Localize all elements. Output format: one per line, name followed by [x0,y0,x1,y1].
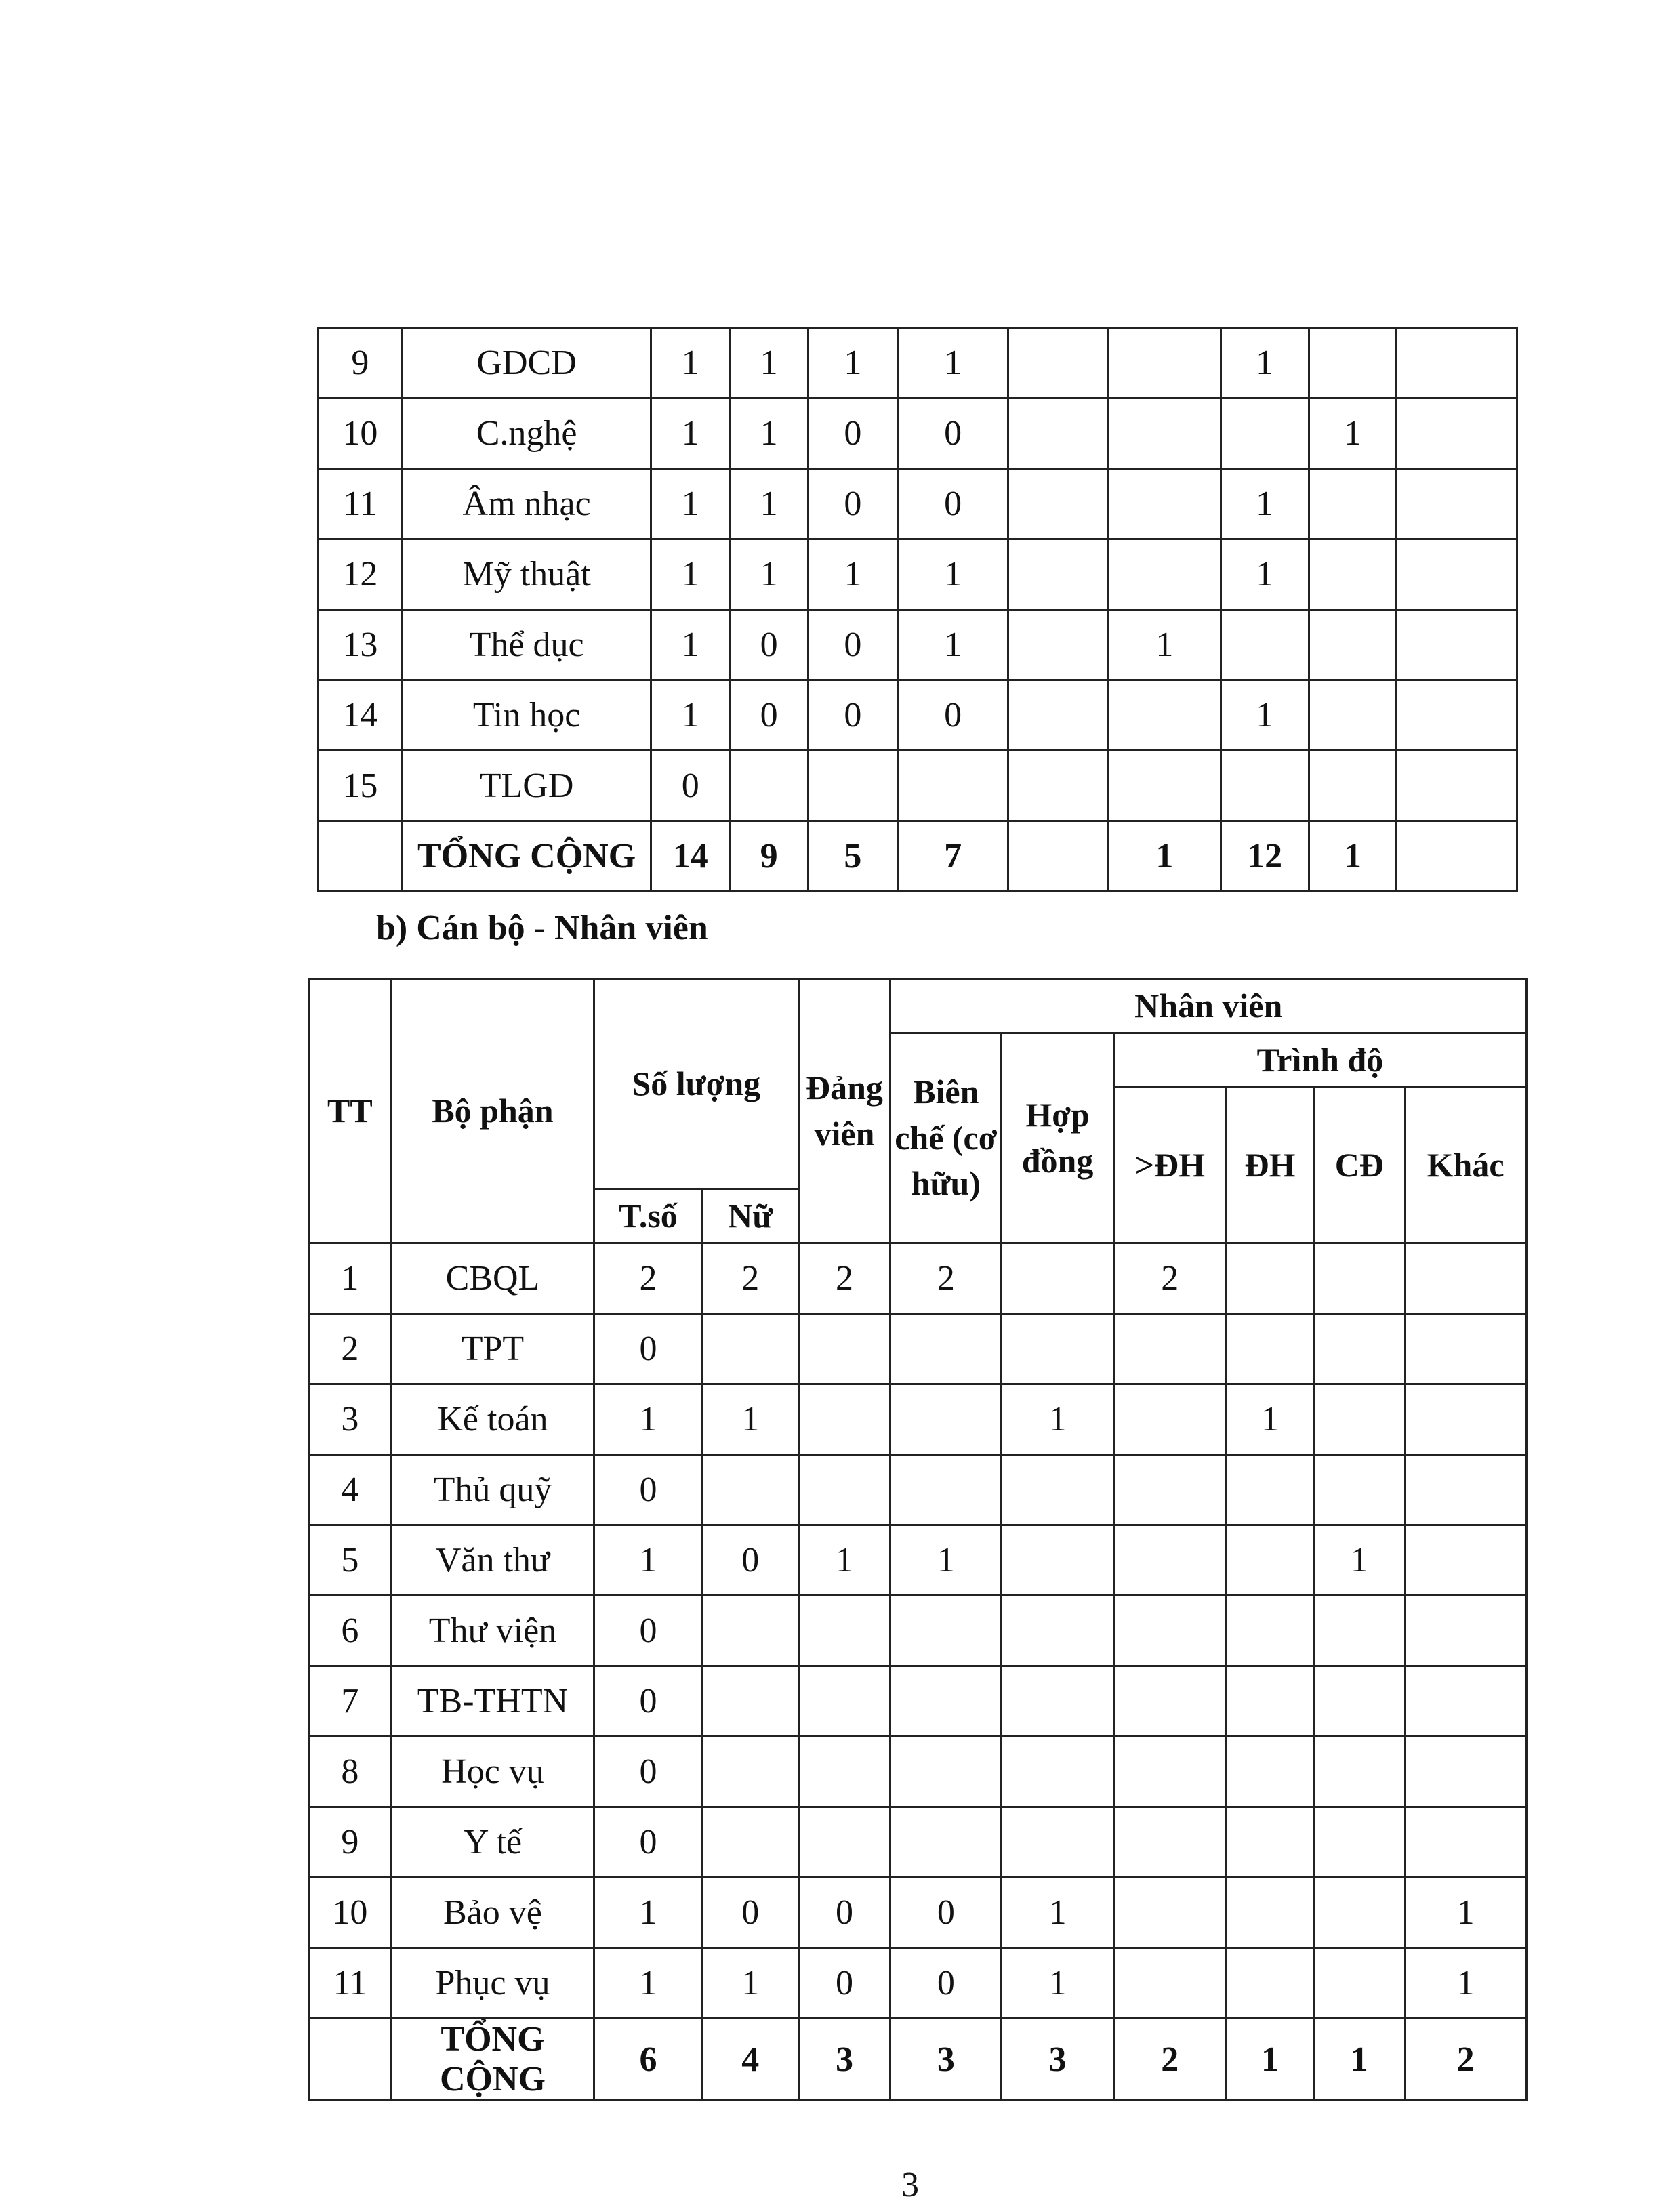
value-cell [890,1737,1002,1807]
value-cell: 1 [651,328,730,398]
row-number-cell: 14 [319,680,403,751]
value-cell [1109,328,1221,398]
value-cell [1113,1455,1226,1525]
value-cell [1405,1384,1527,1455]
value-cell: 0 [808,610,897,680]
row-label-cell: GDCD [402,328,651,398]
value-cell: 1 [798,1525,890,1596]
row-number-cell: 10 [319,398,403,469]
value-cell: 1 [651,680,730,751]
row-label-cell: Phục vụ [391,1948,594,2019]
value-cell [890,1384,1002,1455]
table-row [319,398,1517,469]
value-cell [1226,1737,1314,1807]
row-number-cell: 11 [319,469,403,539]
value-cell [1314,1666,1405,1737]
value-cell: 9 [730,821,808,892]
value-cell [1405,1737,1527,1807]
value-cell: 7 [897,821,1008,892]
value-cell: 1 [1109,610,1221,680]
value-cell [1002,1455,1114,1525]
value-cell [1002,1314,1114,1384]
header-nhan-vien: Nhân viên [890,979,1527,1033]
row-number-cell: 6 [309,1596,392,1666]
value-cell [1226,1243,1314,1314]
value-cell [1226,1596,1314,1666]
value-cell [1008,821,1109,892]
value-cell: 0 [594,1455,703,1525]
row-label-cell: Tin học [402,680,651,751]
value-cell [1002,1243,1114,1314]
value-cell [890,1596,1002,1666]
value-cell [1397,610,1517,680]
value-cell: 1 [1002,1948,1114,2019]
value-cell [1113,1384,1226,1455]
header-hop-dong: Hợp đồng [1002,1033,1114,1243]
value-cell: 1 [594,1878,703,1948]
value-cell [1002,1596,1114,1666]
value-cell: 1 [1226,1384,1314,1455]
table-row [309,1596,1527,1666]
row-number-cell: 12 [319,539,403,610]
value-cell [1405,1243,1527,1314]
value-cell [702,1737,798,1807]
value-cell: 1 [890,1525,1002,1596]
value-cell [1314,1314,1405,1384]
value-cell: 1 [730,328,808,398]
value-cell: 1 [702,1948,798,2019]
row-number-cell: 3 [309,1384,392,1455]
value-cell: 1 [808,539,897,610]
row-number-cell: 15 [319,751,403,821]
value-cell: 1 [594,1525,703,1596]
header-so-luong: Số lượng [594,979,798,1189]
row-label-cell: Y tế [391,1807,594,1878]
table-row [319,610,1517,680]
value-cell [1113,1525,1226,1596]
value-cell [1008,680,1109,751]
value-cell [1221,610,1309,680]
value-cell: 0 [594,1314,703,1384]
value-cell [702,1455,798,1525]
value-cell [1109,751,1221,821]
row-label-cell: Thư viện [391,1596,594,1666]
value-cell [890,1455,1002,1525]
header-dh: ĐH [1226,1088,1314,1243]
row-label-cell: Kế toán [391,1384,594,1455]
value-cell [1405,1596,1527,1666]
value-cell: 1 [651,610,730,680]
row-label-cell: CBQL [391,1243,594,1314]
value-cell: 1 [651,539,730,610]
value-cell [702,1596,798,1666]
table-row [309,1666,1527,1737]
value-cell [1002,1807,1114,1878]
table-row [319,539,1517,610]
value-cell: 1 [897,539,1008,610]
value-cell: 2 [594,1243,703,1314]
table-row [309,1807,1527,1878]
value-cell: 0 [897,680,1008,751]
value-cell: 1 [1309,398,1397,469]
value-cell [798,1666,890,1737]
value-cell [1309,539,1397,610]
value-cell [1397,539,1517,610]
value-cell [1008,398,1109,469]
value-cell [1113,1878,1226,1948]
value-cell [1109,539,1221,610]
value-cell [1226,1807,1314,1878]
value-cell [702,1807,798,1878]
value-cell [1109,469,1221,539]
value-cell: 1 [1221,680,1309,751]
teacher-table [317,327,1518,892]
value-cell: 2 [702,1243,798,1314]
row-label-cell: Học vụ [391,1737,594,1807]
value-cell [1008,539,1109,610]
value-cell: 3 [890,2019,1002,2101]
value-cell: 1 [1109,821,1221,892]
value-cell: 0 [702,1878,798,1948]
value-cell [808,751,897,821]
header-tso: T.số [594,1189,703,1243]
value-cell: 0 [897,398,1008,469]
table-row [309,1384,1527,1455]
value-cell [1226,1948,1314,2019]
value-cell [1109,398,1221,469]
header-trinh-do: Trình độ [1113,1033,1526,1088]
value-cell: 0 [594,1807,703,1878]
value-cell [1314,1948,1405,2019]
value-cell [1002,1737,1114,1807]
value-cell [730,751,808,821]
value-cell: 1 [730,539,808,610]
header-cd: CĐ [1314,1088,1405,1243]
value-cell [1314,1737,1405,1807]
value-cell: 12 [1221,821,1309,892]
value-cell: 1 [1221,469,1309,539]
header-dang-vien: Đảng viên [798,979,890,1243]
row-number-cell: 4 [309,1455,392,1525]
value-cell: 1 [1314,1525,1405,1596]
value-cell: 5 [808,821,897,892]
table-row [319,469,1517,539]
page-number: 3 [901,2166,919,2204]
value-cell: 4 [702,2019,798,2101]
value-cell: 1 [702,1384,798,1455]
value-cell [890,1666,1002,1737]
value-cell [1008,751,1109,821]
value-cell [1109,680,1221,751]
value-cell [1226,1878,1314,1948]
value-cell [890,1314,1002,1384]
row-number-cell: 9 [309,1807,392,1878]
value-cell [897,751,1008,821]
value-cell [1397,680,1517,751]
table-row [309,1243,1527,1314]
value-cell [1397,821,1517,892]
value-cell [798,1807,890,1878]
row-number-cell [319,821,403,892]
header-tt: TT [309,979,392,1243]
table-row [309,1314,1527,1384]
value-cell: 1 [651,398,730,469]
value-cell: 1 [1221,539,1309,610]
value-cell [1002,1666,1114,1737]
value-cell [1397,328,1517,398]
value-cell: 3 [1002,2019,1114,2101]
row-label-cell: TB-THTN [391,1666,594,1737]
value-cell [798,1737,890,1807]
value-cell [1314,1243,1405,1314]
value-cell [1405,1807,1527,1878]
row-label-cell: Thể dục [402,610,651,680]
value-cell [1314,1384,1405,1455]
value-cell [702,1666,798,1737]
value-cell: 1 [897,328,1008,398]
value-cell [1008,610,1109,680]
value-cell: 1 [594,1384,703,1455]
value-cell: 0 [808,469,897,539]
value-cell [1314,1596,1405,1666]
table-row [319,751,1517,821]
value-cell [1226,1525,1314,1596]
value-cell: 1 [1405,1878,1527,1948]
value-cell [1405,1455,1527,1525]
value-cell [1314,1455,1405,1525]
value-cell: 3 [798,2019,890,2101]
value-cell [1113,1807,1226,1878]
value-cell: 0 [594,1737,703,1807]
row-label-cell: Thủ quỹ [391,1455,594,1525]
table-row [309,1878,1527,1948]
value-cell [1008,328,1109,398]
value-cell [1309,751,1397,821]
value-cell [1405,1666,1527,1737]
value-cell: 2 [1113,1243,1226,1314]
value-cell [1309,610,1397,680]
table-row [319,680,1517,751]
row-label-cell: C.nghệ [402,398,651,469]
table-row [309,1948,1527,2019]
total-row [319,821,1517,892]
value-cell [1309,680,1397,751]
value-cell: 6 [594,2019,703,2101]
value-cell [890,1807,1002,1878]
value-cell: 0 [594,1666,703,1737]
value-cell: 2 [798,1243,890,1314]
value-cell: 1 [1405,1948,1527,2019]
value-cell [1309,469,1397,539]
value-cell: 1 [897,610,1008,680]
table-row [319,328,1517,398]
value-cell [1226,1314,1314,1384]
row-number-cell: 9 [319,328,403,398]
value-cell [1113,1596,1226,1666]
row-number-cell: 1 [309,1243,392,1314]
value-cell [1397,398,1517,469]
value-cell: 0 [890,1948,1002,2019]
value-cell [1113,1666,1226,1737]
row-number-cell: 8 [309,1737,392,1807]
row-label-cell: TLGD [402,751,651,821]
row-label-cell: Âm nhạc [402,469,651,539]
value-cell [798,1384,890,1455]
value-cell [1314,1807,1405,1878]
row-label-cell: Văn thư [391,1525,594,1596]
row-number-cell: 13 [319,610,403,680]
value-cell: 0 [798,1948,890,2019]
header-khac: Khác [1405,1088,1527,1243]
value-cell [1008,469,1109,539]
value-cell [702,1314,798,1384]
value-cell [1309,328,1397,398]
value-cell [1405,1525,1527,1596]
value-cell: 0 [594,1596,703,1666]
value-cell: 1 [1002,1878,1114,1948]
value-cell: 1 [808,328,897,398]
table-row [309,1525,1527,1596]
value-cell: 0 [798,1878,890,1948]
row-label-cell: Mỹ thuật [402,539,651,610]
header-bien-che: Biên chế (cơ hữu) [890,1033,1002,1243]
value-cell [1113,1948,1226,2019]
value-cell: 0 [890,1878,1002,1948]
value-cell: 1 [1314,2019,1405,2101]
value-cell [1002,1525,1114,1596]
value-cell [1314,1878,1405,1948]
value-cell: 0 [702,1525,798,1596]
value-cell [1221,751,1309,821]
value-cell [1397,751,1517,821]
row-number-cell: 11 [309,1948,392,2019]
value-cell: 1 [730,398,808,469]
value-cell: 14 [651,821,730,892]
value-cell [798,1596,890,1666]
row-number-cell: 7 [309,1666,392,1737]
staff-table [308,978,1528,2101]
value-cell: 1 [594,1948,703,2019]
row-number-cell: 2 [309,1314,392,1384]
value-cell: 1 [1226,2019,1314,2101]
value-cell [1113,1737,1226,1807]
row-label-cell: TỔNG CỘNG [402,821,651,892]
value-cell: 1 [730,469,808,539]
table-row [309,1455,1527,1525]
value-cell [1405,1314,1527,1384]
value-cell: 1 [1221,328,1309,398]
value-cell: 0 [730,680,808,751]
row-number-cell: 10 [309,1878,392,1948]
value-cell [1221,398,1309,469]
value-cell: 0 [808,680,897,751]
value-cell: 0 [651,751,730,821]
row-number-cell [309,2019,392,2101]
header-tren-dh: >ĐH [1113,1088,1226,1243]
section-b-title: b) Cán bộ - Nhân viên [376,909,708,947]
value-cell [1397,469,1517,539]
row-label-cell: TPT [391,1314,594,1384]
value-cell: 0 [897,469,1008,539]
value-cell [798,1314,890,1384]
value-cell: 0 [730,610,808,680]
header-nu: Nữ [702,1189,798,1243]
value-cell: 0 [808,398,897,469]
value-cell: 2 [1113,2019,1226,2101]
value-cell: 1 [651,469,730,539]
row-label-cell: Bảo vệ [391,1878,594,1948]
header-bo-phan: Bộ phận [391,979,594,1243]
value-cell: 2 [1405,2019,1527,2101]
value-cell [1226,1455,1314,1525]
value-cell [1113,1314,1226,1384]
row-label-cell: TỔNG CỘNG [391,2019,594,2101]
value-cell: 1 [1002,1384,1114,1455]
value-cell [1226,1666,1314,1737]
row-number-cell: 5 [309,1525,392,1596]
value-cell: 1 [1309,821,1397,892]
value-cell: 2 [890,1243,1002,1314]
value-cell [798,1455,890,1525]
table-row [309,1737,1527,1807]
total-row [309,2019,1527,2101]
